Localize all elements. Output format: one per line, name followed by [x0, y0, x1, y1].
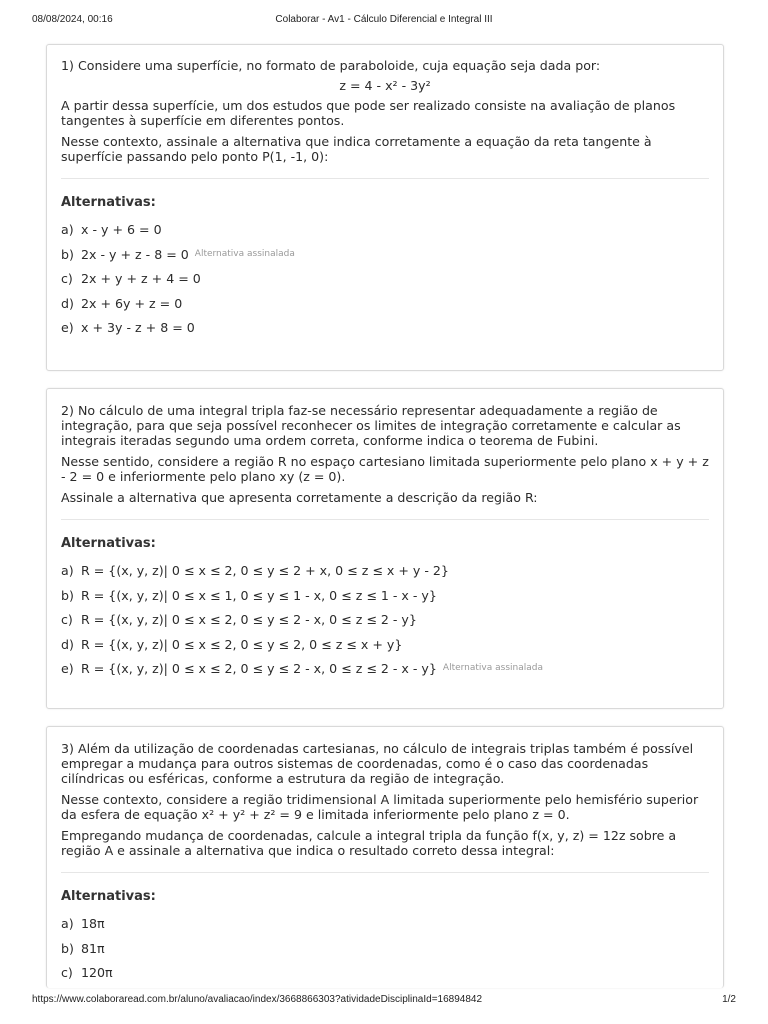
page-number: 1/2 — [722, 994, 736, 1005]
alternative-text: R = {(x, y, z)| 0 ≤ x ≤ 2, 0 ≤ y ≤ 2 - x, 0 ≤ z ≤ 2 - x - y} — [81, 661, 437, 676]
question-1-intro — [61, 58, 709, 73]
alternative-letter: c) — [61, 271, 73, 286]
question-paragraph: Nesse sentido, considere a região R no espaço cartesiano limitada superiormente pelo plano x + y + z - 2 = 0 e inferiormente pelo plano xy (z = 0). — [61, 454, 709, 484]
marked-alternative-label: Alternativa assinalada — [194, 248, 295, 259]
alternative-d[interactable] — [61, 296, 709, 321]
alternative-text: R = {(x, y, z)| 0 ≤ x ≤ 2, 0 ≤ y ≤ 2, 0 ≤ z ≤ x + y} — [81, 636, 403, 652]
alternative-letter: c) — [61, 965, 73, 980]
marked-alternative-label: Alternativa assinalada — [442, 663, 543, 673]
alternative-b[interactable] — [61, 588, 709, 613]
alternative-b[interactable] — [61, 941, 709, 966]
alternative-a[interactable] — [61, 563, 709, 588]
alternative-text: x - y + 6 = 0 — [81, 222, 162, 237]
alternative-c[interactable] — [61, 612, 709, 637]
print-header — [32, 14, 736, 28]
question-1-formula: z = 4 - x² - 3y² — [339, 78, 431, 93]
alternative-letter: c) — [61, 612, 73, 627]
question-number: 3) — [61, 741, 74, 756]
alternative-a[interactable] — [61, 222, 709, 247]
question-paragraph: Considere uma superfície, no formato de paraboloide, cuja equação seja dada por: — [77, 58, 601, 73]
question-paragraph: Além da utilização de coordenadas cartesianas, no cálculo de integrais triplas também é possível empregar a mudança para outros sistemas de coordenadas, como é o caso das coordenadas cilíndricas ou esféricas, conforme a estrutura da região de integração. — [61, 741, 694, 786]
alternative-d[interactable] — [61, 637, 709, 662]
question-paragraph: Nesse contexto, considere a região tridimensional A limitada superiormente pelo hemisfério superior da esfera de equação x² + y² + z² = 9 e limitada inferiormente pelo plano z = 0. — [61, 792, 699, 822]
question-paragraph: No cálculo de uma integral tripla faz-se necessário representar adequadamente a região de integração, para que seja possível reconhecer os limites de integração corretamente e calcular as integrais iteradas segundo uma ordem correta, conforme indica o teorema de Fubini. — [61, 403, 681, 448]
alternative-a[interactable] — [61, 916, 709, 941]
alternative-text: 2x + 6y + z = 0 — [81, 295, 183, 311]
question-paragraph: Assinale a alternativa que apresenta corretamente a descrição da região R: — [61, 490, 538, 505]
alternative-c[interactable] — [61, 271, 709, 296]
alternatives-heading: Alternativas: — [61, 536, 156, 551]
alternative-e[interactable] — [61, 320, 709, 345]
alternative-b[interactable] — [61, 247, 709, 272]
alternative-c[interactable] — [61, 965, 709, 988]
alternative-letter: d) — [61, 295, 74, 311]
alternatives-list — [61, 916, 709, 988]
alternative-letter: e) — [61, 661, 74, 676]
question-card-2 — [46, 388, 724, 709]
page-url: https://www.colaboraread.com.br/aluno/avaliacao/index/3668866303?atividadeDisciplinaId=16894842 — [32, 994, 483, 1005]
question-card-3 — [46, 726, 724, 988]
divider — [61, 519, 709, 520]
alternative-e[interactable] — [61, 661, 709, 686]
question-card-1 — [46, 44, 724, 371]
divider — [61, 178, 709, 179]
question-paragraph: A partir dessa superfície, um dos estudos que pode ser realizado consiste na avaliação de planos tangentes à superfície em diferentes pontos. — [61, 98, 676, 128]
print-title: Colaborar - Av1 - Cálculo Diferencial e Integral III — [275, 14, 493, 25]
alternative-text: R = {(x, y, z)| 0 ≤ x ≤ 2, 0 ≤ y ≤ 2 - x, 0 ≤ z ≤ 2 - y} — [81, 612, 417, 627]
question-2-intro — [61, 403, 709, 448]
question-paragraph: Nesse contexto, assinale a alternativa que indica corretamente a equação da reta tangente à superfície passando pelo ponto P(1, -1, 0): — [61, 134, 652, 164]
question-number: 2) — [61, 403, 74, 418]
question-3-intro — [61, 741, 709, 786]
alternative-text: 2x + y + z + 4 = 0 — [81, 271, 201, 286]
alternative-text: 120π — [81, 965, 113, 980]
alternative-text: x + 3y - z + 8 = 0 — [81, 320, 195, 335]
alternative-letter: e) — [61, 320, 74, 335]
alternative-letter: a) — [61, 222, 74, 237]
alternative-letter: b) — [61, 246, 74, 262]
alternatives-list — [61, 222, 709, 345]
alternatives-heading: Alternativas: — [61, 889, 156, 904]
print-footer — [32, 994, 736, 1008]
alternative-letter: b) — [61, 587, 74, 603]
alternative-text: R = {(x, y, z)| 0 ≤ x ≤ 1, 0 ≤ y ≤ 1 - x, 0 ≤ z ≤ 1 - x - y} — [81, 587, 437, 603]
divider — [61, 872, 709, 873]
alternative-letter: b) — [61, 940, 74, 956]
question-paragraph: Empregando mudança de coordenadas, calcule a integral tripla da função f(x, y, z) = 12z sobre a região A e assinale a alternativa que indica o resultado correto dessa integral: — [61, 828, 677, 858]
alternatives-heading: Alternativas: — [61, 195, 156, 210]
alternative-letter: d) — [61, 636, 74, 652]
print-date: 08/08/2024, 00:16 — [32, 14, 113, 25]
alternative-text: 18π — [81, 916, 105, 931]
alternative-letter: a) — [61, 916, 74, 931]
alternative-letter: a) — [61, 563, 74, 578]
alternative-text: 2x - y + z - 8 = 0 — [81, 246, 189, 262]
alternative-text: 81π — [81, 940, 105, 956]
question-number: 1) — [61, 58, 74, 73]
alternatives-list — [61, 563, 709, 686]
alternative-text: R = {(x, y, z)| 0 ≤ x ≤ 2, 0 ≤ y ≤ 2 + x, 0 ≤ z ≤ x + y - 2} — [81, 563, 449, 578]
